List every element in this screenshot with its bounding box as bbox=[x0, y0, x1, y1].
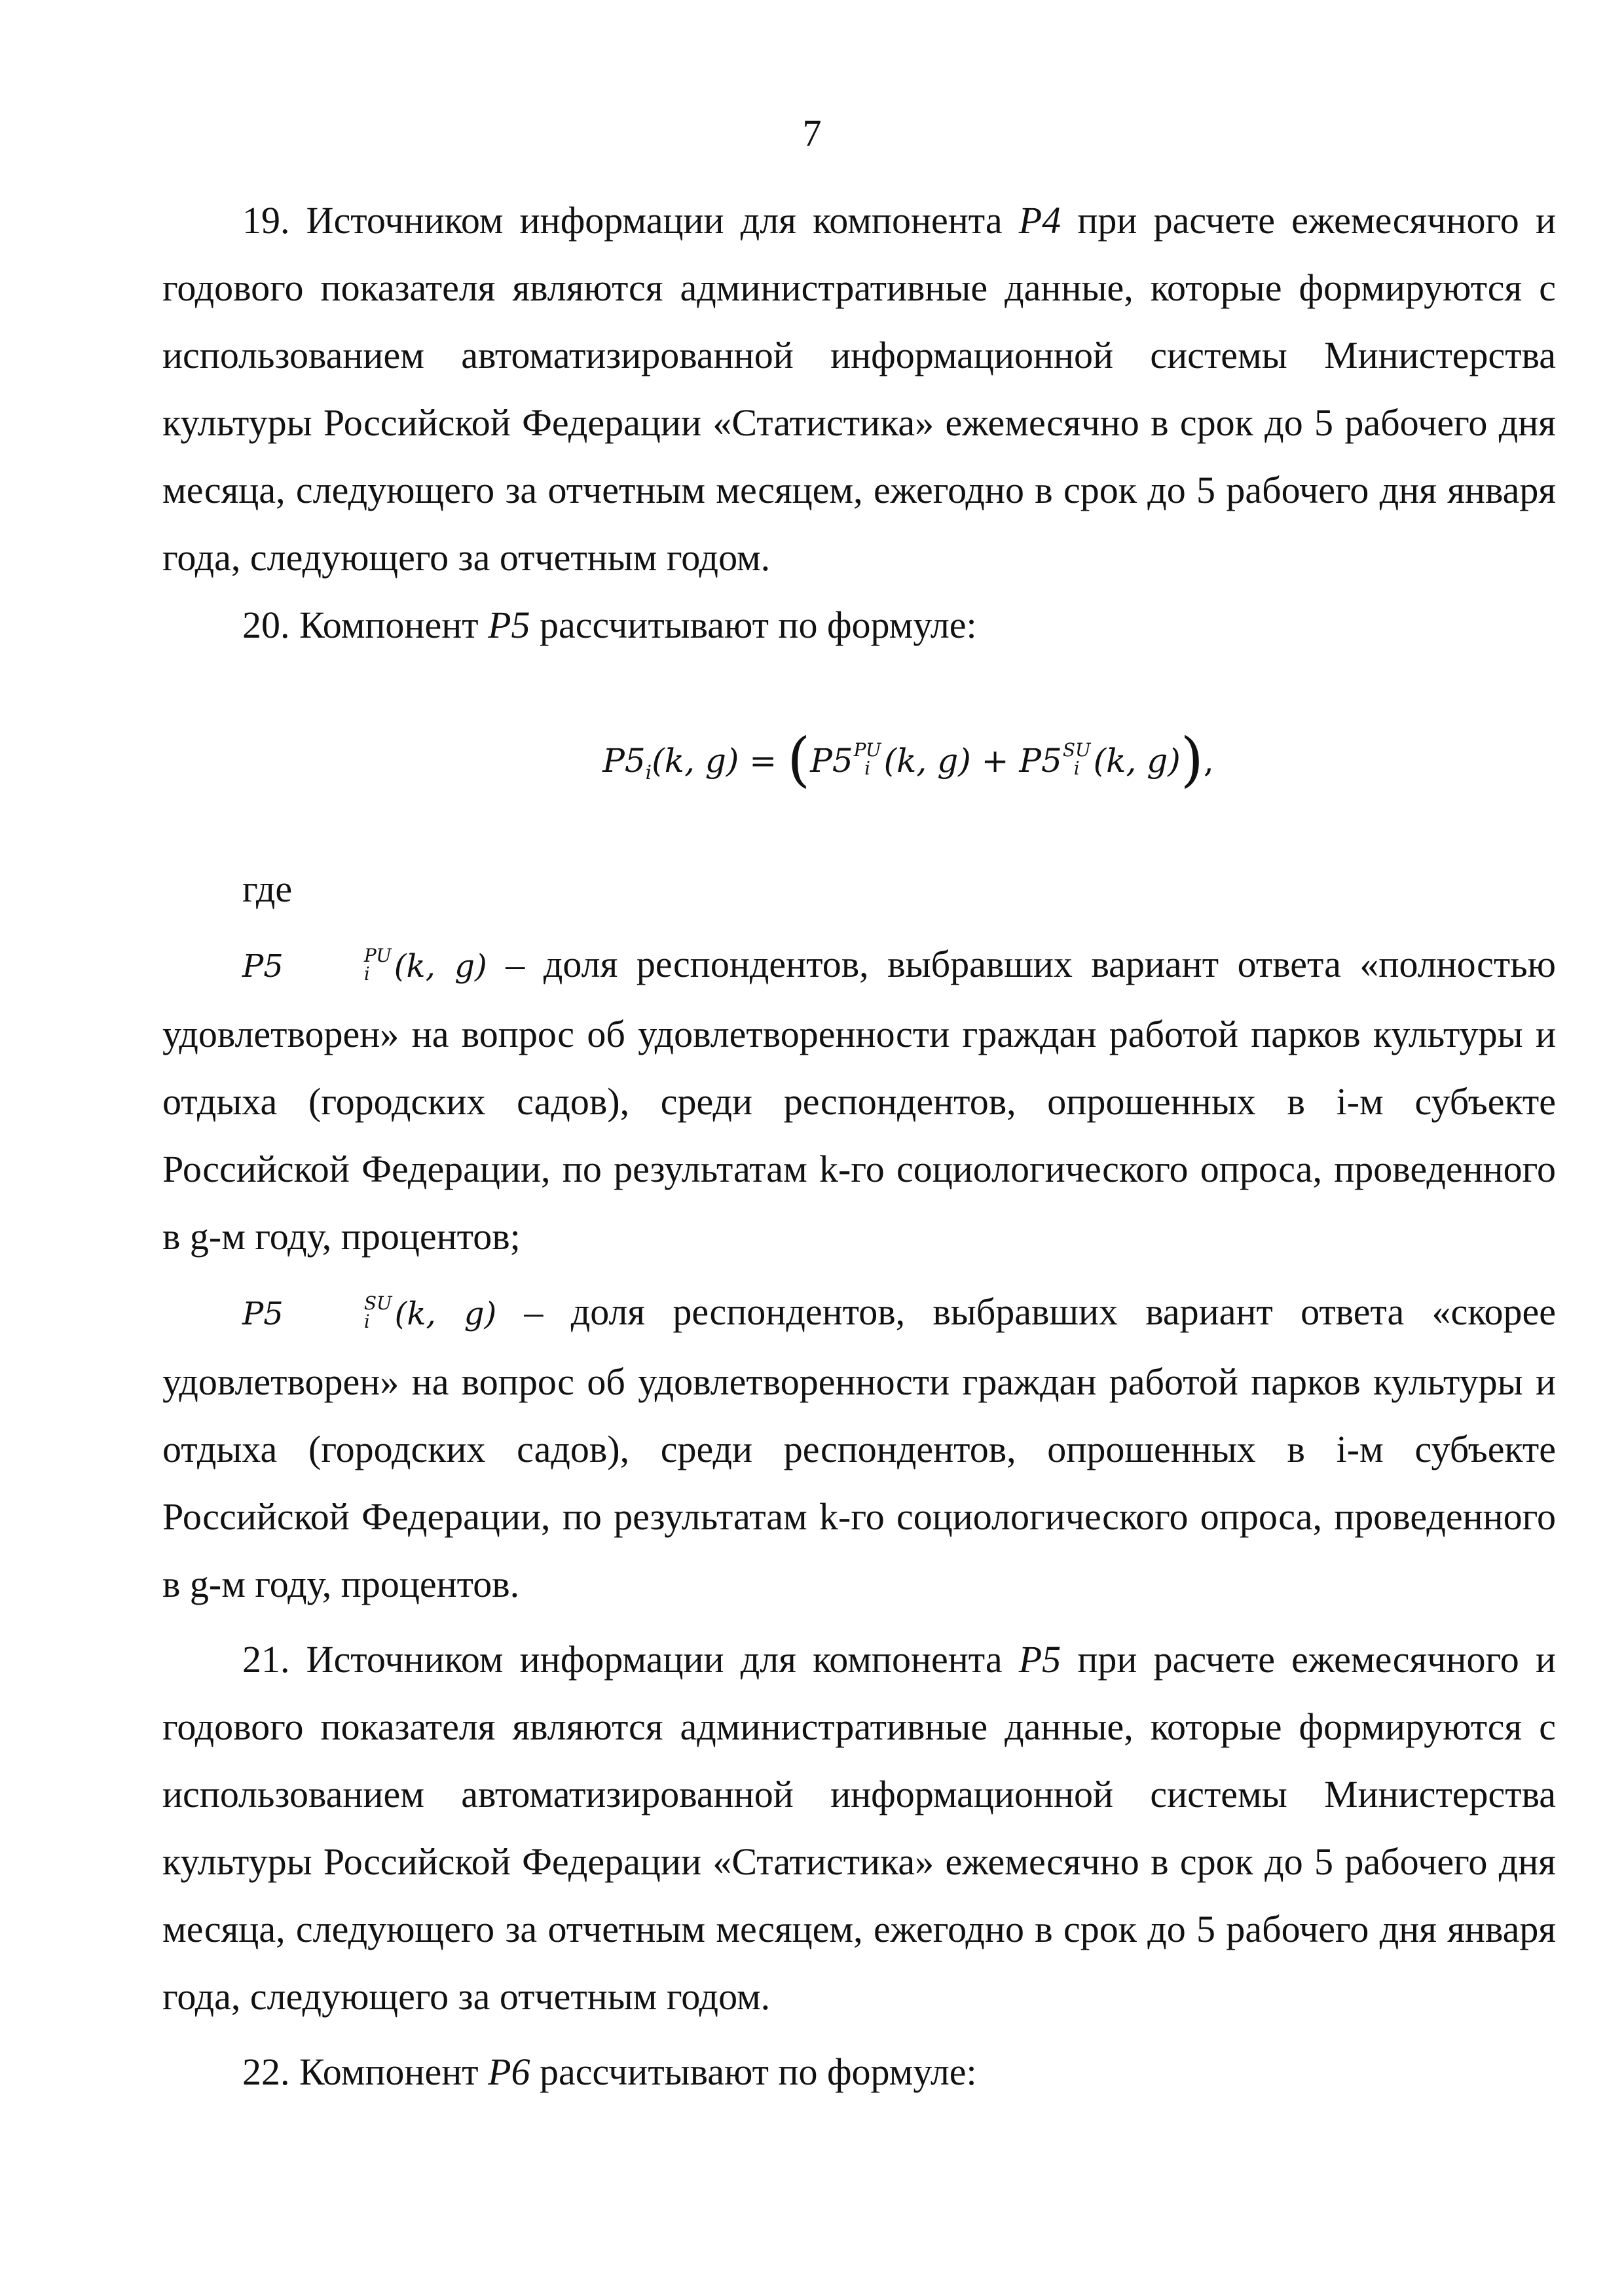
definition-su-symbol-sup: SU bbox=[363, 1292, 392, 1314]
definition-pu-symbol-indices bbox=[284, 944, 392, 985]
definition-pu-symbol-base: P5 bbox=[242, 948, 284, 985]
formula-plus: + bbox=[970, 742, 1020, 780]
definition-su-symbol-indices bbox=[284, 1294, 392, 1331]
paragraph-20-prefix: 20. Компонент bbox=[242, 604, 489, 646]
component-p4: P4 bbox=[1018, 199, 1061, 242]
document-body bbox=[162, 187, 1556, 2105]
paragraph-19-text: при расчете ежемесячного и годового показателя являются административные данные, которые формируются с использованием автоматизированной информационной системы Министерства культуры Российской Федерации «Статистика» ежемесячно в срок до 5 рабочего дня месяца, следующего за отчетным месяцем, ежегодно в срок до 5 рабочего дня января года, следующего за отчетным годом. bbox=[162, 199, 1557, 579]
definition-su-text: – доля респондентов, выбравших вариант ответа «скорее удовлетворен» на вопрос об удовлетворенности граждан работой парков культуры и отдыха (городских садов), среди респондентов, опрошенных в i-м субъекте Российской Федерации, по результатам k-го социологического опроса, проведенного в g-м году, процентов. bbox=[162, 1290, 1556, 1605]
definition-su bbox=[162, 1278, 1556, 1618]
formula-term-su-args: (k, g) bbox=[1093, 742, 1181, 780]
definition-su-symbol bbox=[242, 1292, 497, 1332]
paragraph-20 bbox=[162, 591, 1556, 659]
where-label: где bbox=[242, 867, 293, 910]
formula-equals: = bbox=[739, 742, 788, 780]
definition-su-symbol-sub: i bbox=[363, 1310, 370, 1332]
paragraph-19 bbox=[162, 187, 1556, 591]
formula-term-pu-sub: i bbox=[864, 757, 871, 779]
formula-lhs bbox=[602, 742, 739, 784]
formula-term-su bbox=[1019, 739, 1181, 780]
formula-lhs-args: (k, g) bbox=[652, 742, 739, 780]
paragraph-22 bbox=[162, 2038, 1556, 2105]
page-number: 7 bbox=[802, 112, 822, 155]
paragraph-19-prefix: 19. Источником информации для компонента bbox=[242, 199, 1019, 242]
formula-close-paren: ) bbox=[1180, 725, 1204, 794]
paragraph-20-text: рассчитывают по формуле: bbox=[530, 604, 977, 646]
paragraph-22-prefix: 22. Компонент bbox=[242, 2050, 489, 2093]
definition-pu-text: – доля респондентов, выбравших вариант ответа «полностью удовлетворен» на вопрос об удовлетворенности граждан работой парков культуры и отдыха (городских садов), среди респондентов, опрошенных в i-м субъекте Российской Федерации, по результатам k-го социологического опроса, проведенного в g-м году, процентов; bbox=[162, 943, 1556, 1258]
formula-term-su-base: P5 bbox=[1019, 742, 1062, 780]
definition-pu-symbol-args: (k, g) bbox=[394, 948, 487, 985]
formula-trailing-comma: , bbox=[1203, 742, 1214, 780]
formula-term-pu bbox=[810, 739, 971, 780]
formula-term-pu-args: (k, g) bbox=[883, 742, 971, 780]
formula-term-su-sup: SU bbox=[1062, 739, 1091, 761]
definition-pu bbox=[162, 930, 1556, 1270]
formula-lhs-base: P5 bbox=[602, 742, 646, 780]
component-p6: P6 bbox=[488, 2050, 530, 2093]
definition-su-symbol-args: (k, g) bbox=[394, 1296, 497, 1332]
paragraph-21 bbox=[162, 1626, 1556, 2030]
definition-pu-symbol-sup: PU bbox=[363, 944, 392, 966]
formula-p5 bbox=[162, 724, 1556, 809]
formula-term-pu-base: P5 bbox=[810, 742, 853, 780]
component-p5-ref: P5 bbox=[1018, 1638, 1061, 1681]
definition-pu-symbol-sub: i bbox=[363, 962, 370, 985]
paragraph-21-text: при расчете ежемесячного и годового показателя являются административные данные, которые формируются с использованием автоматизированной информационной системы Министерства культуры Российской Федерации «Статистика» ежемесячно в срок до 5 рабочего дня месяца, следующего за отчетным месяцем, ежегодно в срок до 5 рабочего дня января года, следующего за отчетным годом. bbox=[162, 1638, 1557, 2018]
paragraph-21-prefix: 21. Источником информации для компонента bbox=[242, 1638, 1019, 1681]
formula-term-pu-sup: PU bbox=[853, 739, 881, 761]
paragraph-22-text: рассчитывают по формуле: bbox=[530, 2050, 977, 2093]
definition-su-symbol-base: P5 bbox=[242, 1296, 284, 1332]
definition-pu-symbol bbox=[242, 944, 487, 985]
formula-term-su-indices bbox=[1063, 741, 1091, 778]
formula-term-su-sub: i bbox=[1073, 757, 1080, 779]
formula-lhs-sub: i bbox=[645, 761, 652, 784]
component-p5: P5 bbox=[488, 604, 530, 646]
formula-open-paren: ( bbox=[787, 725, 811, 794]
formula-term-pu-indices bbox=[854, 741, 881, 778]
